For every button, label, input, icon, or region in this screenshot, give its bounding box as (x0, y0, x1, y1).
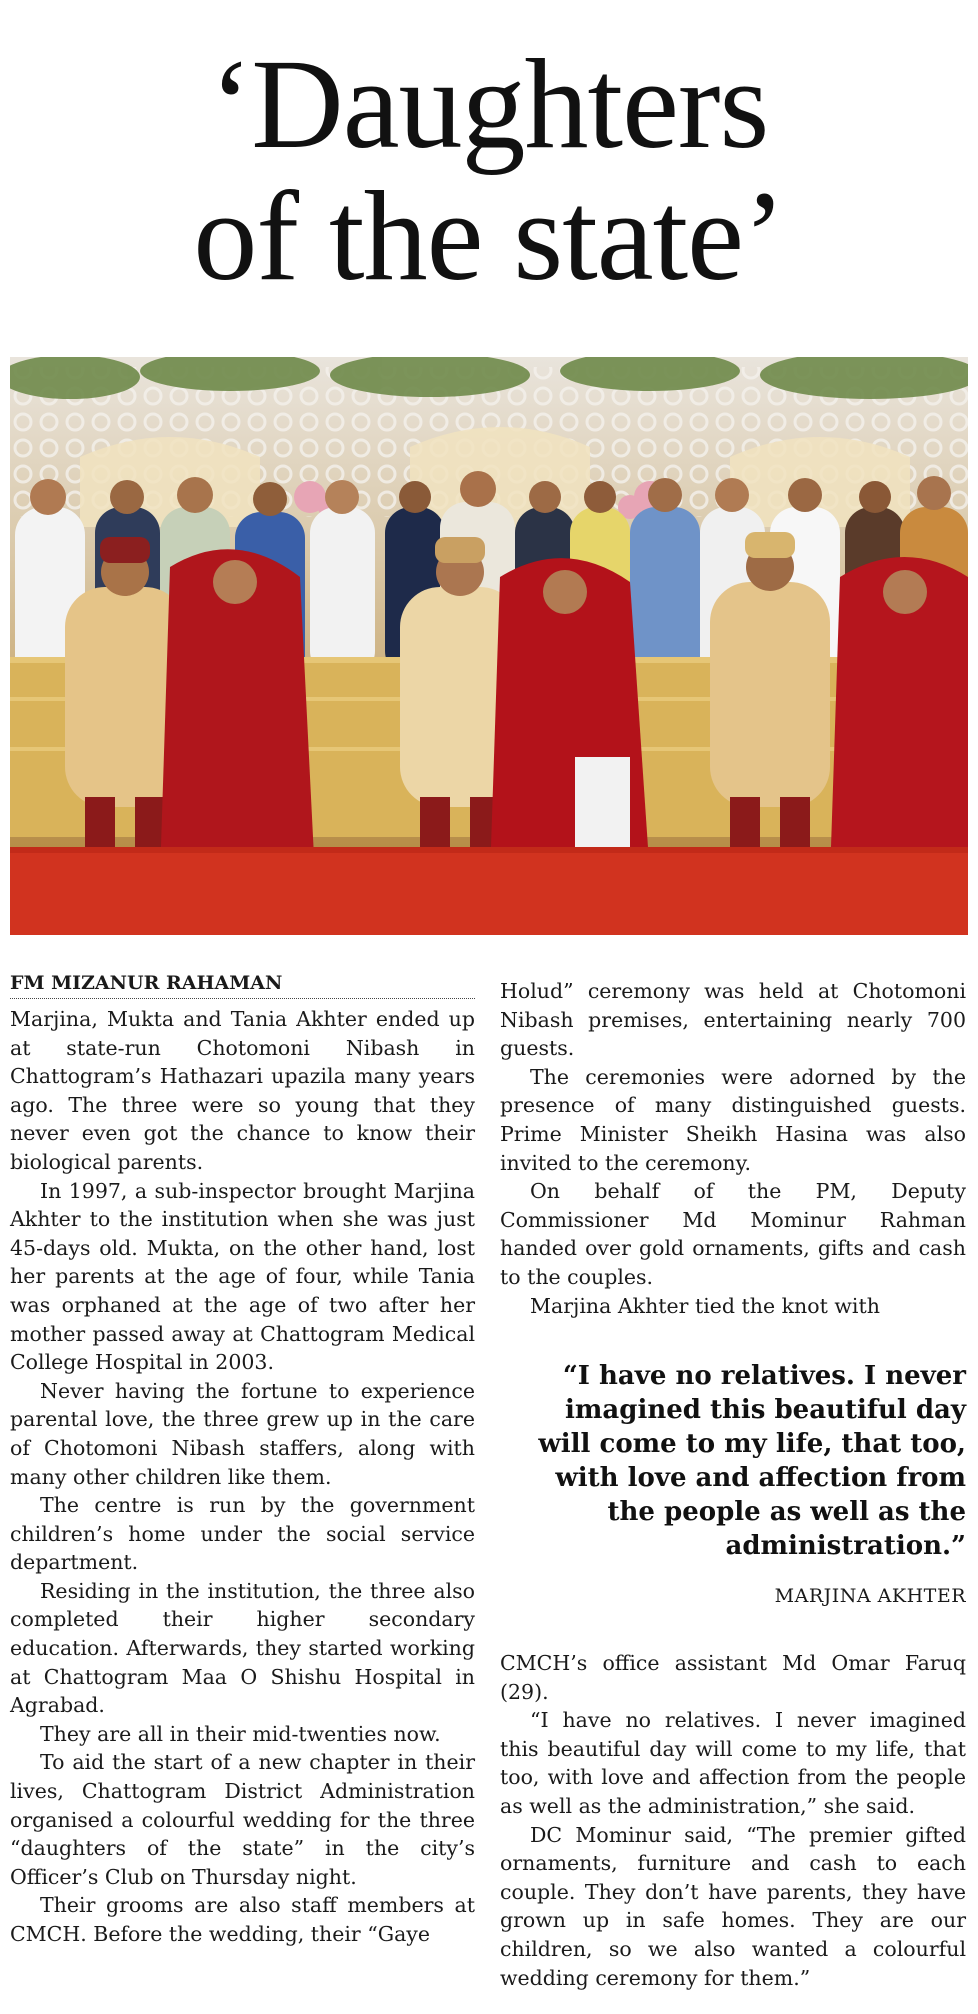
paragraph: The centre is run by the government children’s home under the social service department. (10, 1493, 475, 1575)
paragraph: Never having the fortune to experience parental love, the three grew up in the care of Chotomoni Nibash staffers, along with many other children like them. (10, 1378, 475, 1489)
wedding-photo-illustration (10, 357, 968, 935)
article-column-right-top (500, 977, 966, 1320)
paragraph: Their grooms are also staff members at CMCH. Before the wedding, their “Gaye (10, 1893, 475, 1946)
paragraph: In 1997, a sub-inspector brought Marjina Akhter to the institution when she was just 45-days old. Mukta, on the other hand, lost her parents at the age of four, while Tania was orphaned at the age of two after her mother passed away at Chattogram Medical College Hospital in 2003. (10, 1178, 475, 1375)
paragraph: DC Mominur said, “The premier gifted ornaments, furniture and cash to each couple. They don’t have parents, they have grown up in safe homes. They are our children, so we also wanted a colourful wedding ceremony for them.” (500, 1822, 966, 1990)
paragraph: CMCH’s office assistant Md Omar Faruq (29). (500, 1651, 966, 1704)
paragraph: Holud” ceremony was held at Chotomoni Nibash premises, entertaining nearly 700 guests. (500, 979, 966, 1061)
paragraph: To aid the start of a new chapter in their lives, Chattogram District Administration organised a colourful wedding for the three “daughters of the state” in the city’s Officer’s Club on Thursday night. (10, 1750, 475, 1889)
paragraph: Residing in the institution, the three also completed their higher secondary education. Afterwards, they started working at Chattogram Maa O Shishu Hospital in Agrabad. (10, 1578, 475, 1718)
headline-line-1: ‘Daughters (209, 33, 769, 175)
pull-quote-attribution: MARJINA AKHTER (774, 1585, 966, 1607)
headline (0, 33, 978, 307)
wedding-photo (10, 357, 968, 935)
paragraph: On behalf of the PM, Deputy Commissioner Md Mominur Rahman handed over gold ornaments, gifts and cash to the couples. (500, 1179, 966, 1289)
paragraph: They are all in their mid-twenties now. (40, 1721, 441, 1746)
byline: FM MIZANUR RAHAMAN (10, 972, 475, 999)
paragraph: The ceremonies were adorned by the presence of many distinguished guests. Prime Minister Sheikh Hasina was also invited to the ceremony. (500, 1064, 966, 1175)
headline-line-2: of the state’ (193, 165, 785, 307)
paragraph: “I have no relatives. I never imagined this beautiful day will come to my life, that too, with love and affection from the people as well as the administration,” she said. (500, 1708, 966, 1818)
pull-quote: “I have no relatives. I never imagined this beautiful day will come to my life, that too, with love and affection from the people as well as the administration.” (538, 1361, 966, 1561)
paragraph: Marjina, Mukta and Tania Akhter ended up at state-run Chotomoni Nibash in Chattogram’s Hathazari upazila many years ago. The three were so young that they never even got the chance to know their biological parents. (10, 1007, 475, 1174)
paragraph: Marjina Akhter tied the knot with (530, 1293, 880, 1318)
article-column-right-bottom (500, 1649, 966, 1992)
article-column-left (10, 1005, 475, 1949)
